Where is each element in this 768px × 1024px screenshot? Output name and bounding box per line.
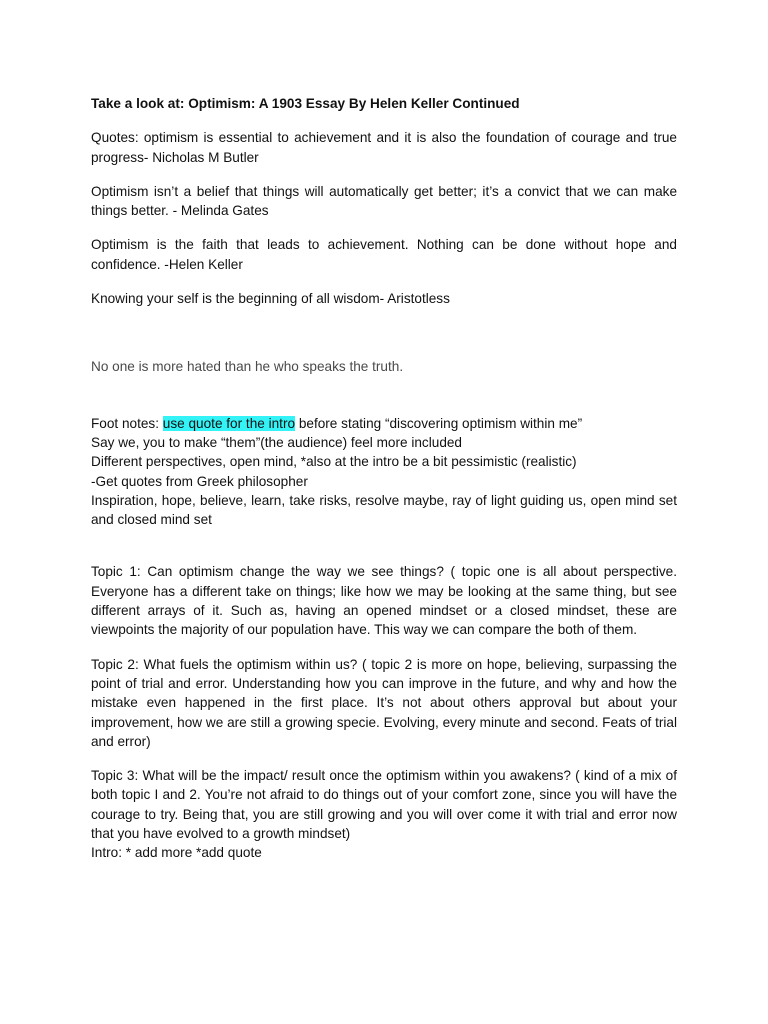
footnotes-block <box>91 414 677 530</box>
quote-butler: Quotes: optimism is essential to achievement and it is also the foundation of courage and true progress- Nicholas M Butler <box>91 130 677 165</box>
footnote-line: Different perspectives, open mind, *also at the intro be a bit pessimistic (realistic) <box>91 454 577 470</box>
quote-keller: Optimism is the faith that leads to achievement. Nothing can be done without hope and confidence. -Helen Keller <box>91 237 677 272</box>
footnote-line: Say we, you to make “them”(the audience) feel more included <box>91 434 462 450</box>
intro-line: Intro: * add more *add quote <box>91 845 262 861</box>
document-title: Take a look at: Optimism: A 1903 Essay By Helen Keller Continued <box>91 96 520 111</box>
footnote-line: -Get quotes from Greek philosopher <box>91 473 308 489</box>
truth-line: No one is more hated than he who speaks the truth. <box>91 359 404 375</box>
footnotes-prefix: Foot notes: <box>91 415 163 431</box>
footnotes-suffix: before stating “discovering optimism within me” <box>295 415 583 431</box>
topic-1: Topic 1: Can optimism change the way we see things? ( topic one is all about perspective. Everyone has a different take on things; like how we may be looking at the same thing, but see different arrays of it. Such as, having an opened mindset or a closed mindset, these are viewpoints the majority of our population have. This way we can compare the both of them. <box>91 564 677 638</box>
footnotes-highlight: use quote for the intro <box>162 415 296 431</box>
quote-gates: Optimism isn’t a belief that things will automatically get better; it’s a convict that we can make things better. - Melinda Gates <box>91 183 677 219</box>
footnotes-first-line <box>91 414 677 433</box>
quote-aristotle: Knowing your self is the beginning of all wisdom- Aristotless <box>91 291 450 307</box>
topic-3: Topic 3: What will be the impact/ result once the optimism within you awakens? ( kind of a mix of both topic I and 2. You’re not afraid to do things out of your comfort zone, since you will have the courage to try. Being that, you are still growing and you will over come it with trial and error now that you have evolved to a growth mindset) <box>91 768 677 842</box>
topic-2: Topic 2: What fuels the optimism within us? ( topic 2 is more on hope, believing, surpassing the point of trial and error. Understanding how you can improve in the future, and why and how the mistake even happened in the first place. It’s not about others approval but about your improvement, how we are still a growing specie. Evolving, every minute and second. Feats of trial and error) <box>91 656 677 749</box>
footnote-line: Inspiration, hope, believe, learn, take risks, resolve maybe, ray of light guiding us, open mind set and closed mind set <box>91 492 677 528</box>
